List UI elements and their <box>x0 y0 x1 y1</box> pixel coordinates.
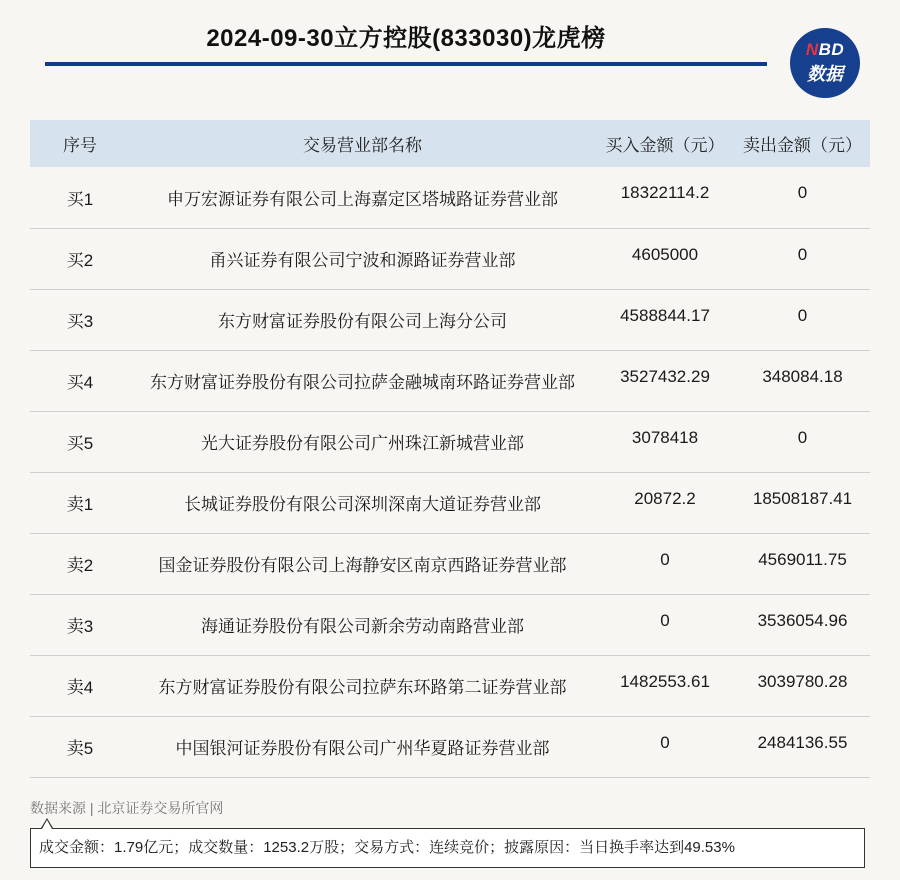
callout-caret-fill <box>42 820 52 829</box>
column-header-buy: 买入金额（元） <box>605 136 725 155</box>
table-row <box>30 350 870 411</box>
cell-sell: 0 <box>797 427 808 447</box>
cell-buy: 3527432.29 <box>620 366 710 386</box>
dragon-tiger-table <box>30 120 870 778</box>
logo-accent-letter: N <box>805 40 819 59</box>
logo-top-text <box>790 40 860 60</box>
logo-bottom-text: 数据 <box>807 64 843 85</box>
cell-name: 光大证券股份有限公司广州珠江新城营业部 <box>201 434 524 453</box>
cell-seq: 卖4 <box>66 678 94 697</box>
title-underline <box>45 62 767 66</box>
cell-name: 中国银河证券股份有限公司广州华夏路证券营业部 <box>175 739 550 758</box>
cell-sell: 2484136.55 <box>757 732 848 752</box>
table-row <box>30 228 870 289</box>
data-source-label: 数据来源 | 北京证券交易所官网 <box>30 800 224 816</box>
cell-seq: 卖1 <box>66 495 94 514</box>
cell-name: 东方财富证券股份有限公司上海分公司 <box>218 312 507 331</box>
table-row <box>30 167 870 228</box>
cell-buy: 3078418 <box>631 427 699 447</box>
cell-sell: 18508187.41 <box>752 488 853 508</box>
cell-sell: 4569011.75 <box>758 549 847 569</box>
cell-name: 申万宏源证券有限公司上海嘉定区塔城路证券营业部 <box>167 189 558 209</box>
cell-buy: 1482553.61 <box>620 671 710 691</box>
nbd-data-logo <box>790 28 860 98</box>
table-row <box>30 289 870 350</box>
cell-name: 东方财富证券股份有限公司拉萨东环路第二证券营业部 <box>158 678 567 697</box>
table-row <box>30 716 870 777</box>
cell-seq: 买4 <box>66 373 94 392</box>
cell-sell: 0 <box>797 244 808 264</box>
cell-sell: 3536054.96 <box>757 610 848 630</box>
cell-name: 国金证券股份有限公司上海静安区南京西路证券营业部 <box>158 556 567 575</box>
logo-rest-letters: BD <box>818 40 845 59</box>
cell-seq: 卖5 <box>66 739 94 758</box>
cell-seq: 买2 <box>66 251 94 270</box>
table-row <box>30 655 870 716</box>
table-row <box>30 472 870 533</box>
table-row <box>30 533 870 594</box>
cell-name: 东方财富证券股份有限公司拉萨金融城南环路证券营业部 <box>150 373 575 392</box>
trade-summary-note: 成交金额：1.79亿元；成交数量：1253.2万股；交易方式：连续竞价；披露原因：当日换手率达到49.53% <box>30 828 865 868</box>
cell-seq: 买5 <box>66 434 94 453</box>
table-header-row <box>30 120 870 167</box>
column-header-seq: 序号 <box>63 136 97 155</box>
cell-seq: 卖2 <box>66 556 94 575</box>
cell-buy: 4588844.17 <box>620 305 710 325</box>
cell-seq: 卖3 <box>66 617 94 636</box>
cell-sell: 0 <box>797 183 808 203</box>
cell-name: 长城证券股份有限公司深圳深南大道证券营业部 <box>184 495 541 514</box>
cell-sell: 3039780.28 <box>757 671 848 691</box>
cell-buy: 0 <box>660 732 670 752</box>
table-row <box>30 594 870 655</box>
table-row <box>30 411 870 472</box>
cell-seq: 买1 <box>66 189 94 209</box>
page-title: 2024-09-30立方控股(833030)龙虎榜 <box>206 25 606 52</box>
cell-buy: 20872.2 <box>634 488 696 508</box>
cell-seq: 买3 <box>66 312 94 331</box>
cell-name: 甬兴证券有限公司宁波和源路证券营业部 <box>209 251 516 270</box>
cell-buy: 4605000 <box>631 244 699 264</box>
column-header-sell: 卖出金额（元） <box>743 136 862 155</box>
cell-sell: 0 <box>797 305 808 325</box>
cell-sell: 348084.18 <box>762 366 843 386</box>
cell-name: 海通证券股份有限公司新余劳动南路营业部 <box>201 617 524 636</box>
column-header-name: 交易营业部名称 <box>303 136 422 155</box>
cell-buy: 0 <box>660 549 670 569</box>
cell-buy: 18322114.2 <box>620 183 710 203</box>
cell-buy: 0 <box>660 610 670 630</box>
